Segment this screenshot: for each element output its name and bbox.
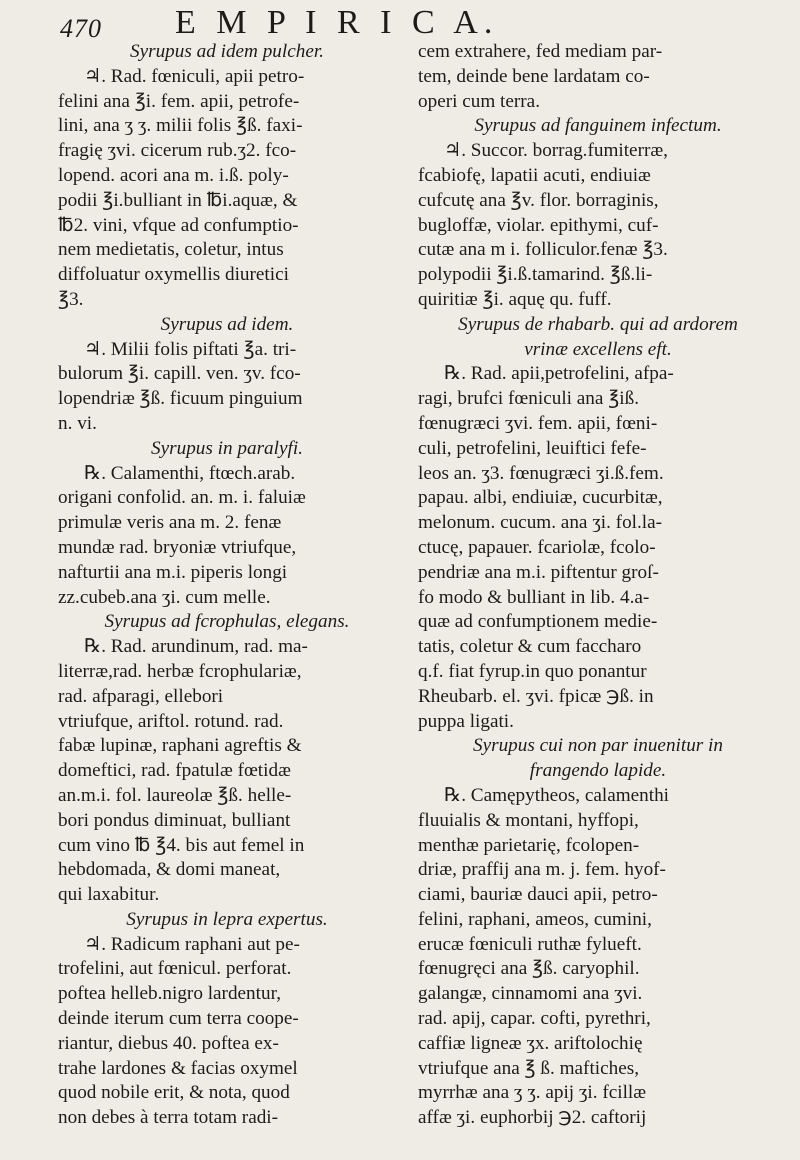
text-line: rad. afparagi, ellebori: [58, 685, 224, 707]
text-line: ℔2. vini, vfque ad confumptio-: [58, 214, 299, 236]
recipe-first-line: ℞. Calamenthi, ftœch.arab.: [84, 462, 296, 484]
text-line: quæ ad confumptionem medie-: [418, 611, 658, 633]
page-number: 470: [60, 14, 102, 43]
text-line: galangæ, cinnamomi ana ʒvi.: [418, 983, 643, 1005]
text-line: felini, raphani, ameos, cumini,: [418, 908, 652, 930]
section-heading: Syrupus de rhabarb. qui ad ardorem: [458, 313, 738, 335]
text-line: primulæ veris ana m. 2. fenæ: [58, 512, 282, 534]
text-line: operi cum terra.: [418, 90, 540, 112]
text-line: deinde iterum cum terra coope-: [58, 1008, 299, 1030]
text-line: puppa ligati.: [418, 710, 514, 732]
text-line: fabæ lupinæ, raphani agreftis &: [58, 735, 302, 757]
text-line: an.m.i. fol. laureolæ ℥ß. helle-: [58, 784, 292, 806]
text-line: trofelini, aut fœnicul. perforat.: [58, 958, 292, 980]
text-line: diffoluatur oxymellis diuretici: [58, 264, 289, 286]
text-line: leos an. ʒ3. fœnugræci ʒi.ß.fem.: [418, 462, 664, 484]
left-column: [58, 40, 396, 1131]
recipe-first-line: ♃. Milii folis piftati ℥a. tri-: [84, 338, 297, 360]
text-line: culi, petrofelini, leuiftici fefe-: [418, 437, 647, 459]
text-line: cutæ ana m i. folliculor.fenæ ℥3.: [418, 239, 668, 261]
text-line: fluuialis & montani, hyffopi,: [418, 809, 639, 831]
text-line: cum vino ℔ ℥4. bis aut femel in: [58, 834, 305, 856]
text-line: vtriufque ana ℥ ß. maftiches,: [418, 1057, 640, 1079]
text-line: literræ,rad. herbæ fcrophulariæ,: [58, 660, 302, 682]
text-line: Rheubarb. el. ʒvi. fpicæ ℈ß. in: [418, 685, 654, 707]
section-heading: vrinæ excellens eft.: [524, 338, 672, 360]
text-line: domeftici, rad. fpatulæ fœtidæ: [58, 760, 291, 782]
text-line: ctucę, papauer. fcariolæ, fcolo-: [418, 536, 656, 558]
right-column: [418, 40, 778, 1131]
text-line: ciami, bauriæ dauci apii, petro-: [418, 884, 658, 906]
text-line: nafturtii ana m.i. piperis longi: [58, 561, 288, 583]
text-line: hebdomada, & domi maneat,: [58, 859, 281, 881]
recipe-first-line: ℞. Rad. apii,petrofelini, afpa-: [444, 363, 674, 385]
text-line: qui laxabitur.: [58, 884, 160, 906]
text-line: bori pondus diminuat, bulliant: [58, 809, 291, 831]
text-line: lini, ana ʒ ʒ. milii folis ℥ß. faxi-: [58, 115, 303, 137]
text-line: q.f. fiat fyrup.in quo ponantur: [418, 660, 647, 682]
text-line: menthæ parietarię, fcolopen-: [418, 834, 640, 856]
text-line: felini ana ℥i. fem. apii, petrofe-: [58, 90, 300, 112]
text-line: bugloffæ, violar. epithymi, cuf-: [418, 214, 659, 236]
recipe-first-line: ♃. Radicum raphani aut pe-: [84, 933, 300, 955]
text-line: vtriufque, ariftol. rotund. rad.: [58, 710, 284, 732]
recipe-first-line: ♃. Succor. borrag.fumiterræ,: [444, 140, 668, 162]
text-line: fcabiofę, lapatii acuti, endiuiæ: [418, 164, 651, 186]
text-line: tem, deinde bene lardatam co-: [418, 65, 650, 87]
text-line: pendriæ ana m.i. piftentur groſ-: [418, 561, 659, 583]
text-line: cufcutę ana ℥v. flor. borraginis,: [418, 189, 659, 211]
section-heading: Syrupus ad idem pulcher.: [130, 41, 324, 62]
text-line: papau. albi, endiuiæ, cucurbitæ,: [418, 487, 663, 509]
section-heading: frangendo lapide.: [529, 760, 667, 782]
text-line: affæ ʒi. euphorbij ℈2. caftorij: [418, 1107, 647, 1129]
text-line: cem extrahere, fed mediam par-: [418, 41, 663, 62]
text-line: fœnugręci ana ℥ß. caryophil.: [418, 958, 640, 980]
text-line: origani confolid. an. m. i. faluiæ: [58, 487, 306, 509]
text-line: zz.cubeb.ana ʒi. cum melle.: [58, 586, 271, 608]
text-line: lopendriæ ℥ß. ficuum pinguium: [58, 388, 303, 410]
text-line: myrrhæ ana ʒ ʒ. apij ʒi. fcillæ: [418, 1082, 647, 1104]
text-line: fo modo & bulliant in lib. 4.a-: [418, 586, 650, 608]
text-line: quiritiæ ℥i. aquę qu. fuff.: [418, 288, 612, 310]
text-line: mundæ rad. bryoniæ vtriufque,: [58, 536, 297, 558]
text-line: polypodii ℥i.ß.tamarind. ℥ß.li-: [418, 264, 653, 286]
section-heading: Syrupus ad fanguinem infectum.: [474, 115, 722, 137]
text-line: rad. apij, capar. cofti, pyrethri,: [418, 1008, 651, 1030]
text-line: melonum. cucum. ana ʒi. fol.la-: [418, 512, 663, 534]
text-line: riantur, diebus 40. poftea ex-: [58, 1032, 279, 1054]
recipe-first-line: ℞. Camępytheos, calamenthi: [444, 784, 670, 806]
section-heading: Syrupus ad idem.: [160, 313, 294, 335]
section-heading: Syrupus in lepra expertus.: [126, 908, 328, 930]
text-line: ℥3.: [58, 288, 84, 310]
section-heading: Syrupus ad fcrophulas, elegans.: [104, 611, 350, 633]
text-line: poftea helleb.nigro lardentur,: [58, 983, 281, 1005]
text-line: driæ, praffij ana m. j. fem. hyof-: [418, 859, 666, 881]
text-line: tatis, coletur & cum faccharo: [418, 636, 642, 658]
text-line: non debes à terra totam radi-: [58, 1107, 279, 1129]
text-line: ragi, brufci fœniculi ana ℥iß.: [418, 388, 640, 410]
text-line: quod nobile erit, & nota, quod: [58, 1082, 290, 1104]
text-line: nem medietatis, coletur, intus: [58, 239, 284, 261]
text-line: fœnugræci ʒvi. fem. apii, fœni-: [418, 412, 658, 434]
running-title: E M P I R I C A.: [175, 4, 499, 41]
text-line: trahe lardones & facias oxymel: [58, 1057, 298, 1079]
text-line: bulorum ℥i. capill. ven. ʒv. fco-: [58, 363, 301, 385]
text-line: lopend. acori ana m. i.ß. poly-: [58, 164, 289, 186]
text-line: erucæ fœniculi ruthæ fylueft.: [418, 933, 642, 955]
recipe-first-line: ℞. Rad. arundinum, rad. ma-: [84, 636, 308, 658]
text-line: podii ℥i.bulliant in ℔i.aquæ, &: [58, 189, 298, 211]
text-line: fragię ʒvi. cicerum rub.ʒ2. fco-: [58, 140, 297, 162]
section-heading: Syrupus cui non par inuenitur in: [473, 735, 723, 757]
recipe-first-line: ♃. Rad. fœniculi, apii petro-: [84, 65, 305, 87]
section-heading: Syrupus in paralyfi.: [151, 437, 303, 459]
text-line: n. vi.: [58, 412, 97, 434]
text-line: caffiæ ligneæ ʒx. ariftolochię: [418, 1032, 643, 1054]
